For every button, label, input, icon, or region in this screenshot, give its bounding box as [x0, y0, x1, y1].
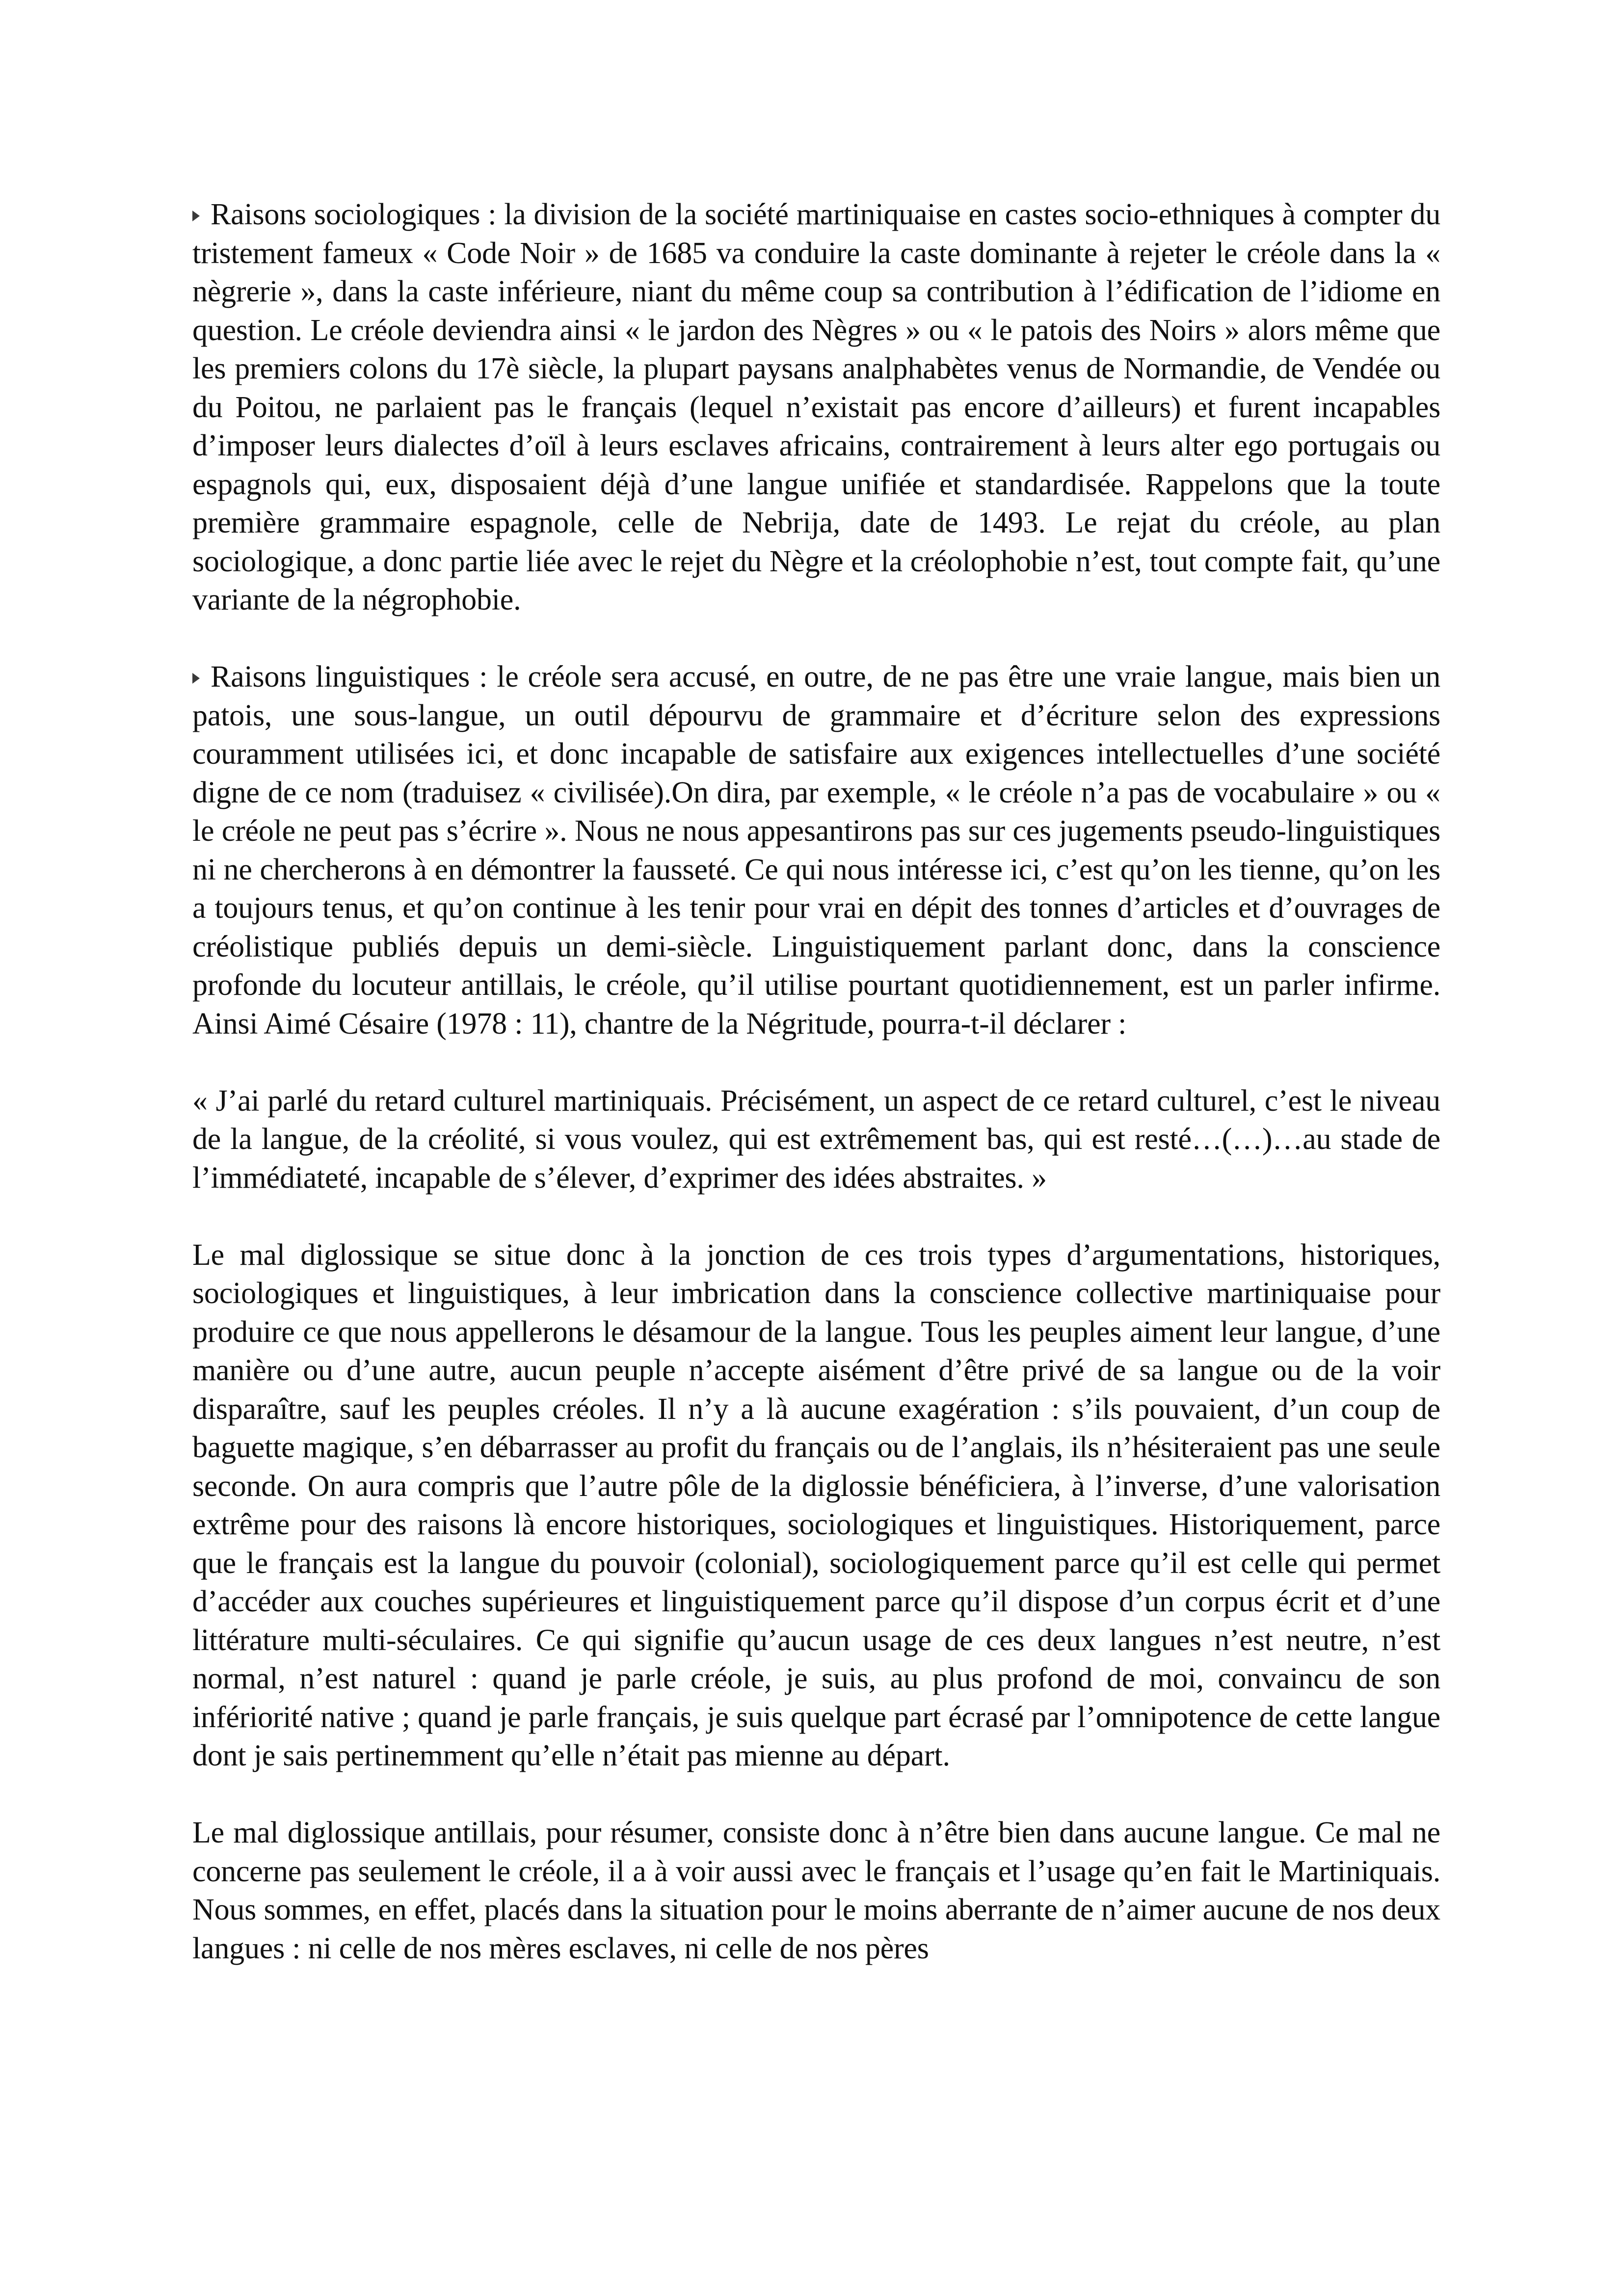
paragraph-text: Raisons sociologiques : la division de la société martiniquaise en castes socio-ethniques à compter du tristement fameux « Code Noir » de 1685 va conduire la caste dominante à rejeter le créole dans la « nègrerie », dans la caste inférieure, niant du même coup sa contribution à l’édification de l’idiome en question. Le créole deviendra ainsi « le jardon des Nègres » ou « le patois des Noirs » alors même que les premiers colons du 17è siècle, la plupart paysans analphabètes venus de Normandie, de Vendée ou du Poitou, ne parlaient pas le français (lequel n’existait pas encore d’ailleurs) et furent incapables d’imposer leurs dialectes d’oïl à leurs esclaves africains, contrairement à leurs alter ego portugais ou espagnols qui, eux, disposaient déjà d’une langue unifiée et standardisée. Rappelons que la toute première grammaire espagnole, celle de Nebrija, date de 1493. Le rejat du créole, au plan sociologique, a donc partie liée avec le rejet du Nègre et la créolophobie n’est, tout compte fait, qu’une variante de la négrophobie.	[192, 198, 1440, 616]
triangle-right-icon	[192, 211, 200, 221]
paragraph-mal-diglossique	[192, 1236, 1440, 1775]
paragraph-text: Le mal diglossique antillais, pour résumer, consiste donc à n’être bien dans aucune langue. Ce mal ne concerne pas seulement le créole, il a à voir aussi avec le français et l’usage qu’en fait le Martiniquais. Nous sommes, en effet, placés dans la situation pour le moins aberrante de n’aimer aucune de nos deux langues : ni celle de nos mères esclaves, ni celle de nos pères	[192, 1816, 1440, 1965]
paragraph-raisons-linguistiques	[192, 658, 1440, 1043]
block-quote-cesaire	[192, 1082, 1440, 1198]
paragraph-text: Le mal diglossique se situe donc à la jonction de ces trois types d’argumentations, historiques, sociologiques et linguistiques, à leur imbrication dans la conscience collective martiniquaise pour produire ce que nous appellerons le désamour de la langue. Tous les peuples aiment leur langue, d’une manière ou d’une autre, aucun peuple n’accepte aisément d’être privé de sa langue ou de la voir disparaître, sauf les peuples créoles. Il n’y a là aucune exagération : s’ils pouvaient, d’un coup de baguette magique, s’en débarrasser au profit du français ou de l’anglais, ils n’hésiteraient pas une seule seconde. On aura compris que l’autre pôle de la diglossie bénéficiera, à l’inverse, d’une valorisation extrême pour des raisons là encore historiques, sociologiques et linguistiques. Historiquement, parce que le français est la langue du pouvoir (colonial), sociologiquement parce qu’il est celle qui permet d’accéder aux couches supérieures et linguistiquement parce qu’il dispose d’un corpus écrit et d’une littérature multi-séculaires. Ce qui signifie qu’aucun usage de ces deux langues n’est neutre, n’est normal, n’est naturel : quand je parle créole, je suis, au plus profond de moi, convaincu de son infériorité native ; quand je parle français, je suis quelque part écrasé par l’omnipotence de cette langue dont je sais pertinemment qu’elle n’était pas mienne au départ.	[192, 1238, 1440, 1772]
paragraph-resume	[192, 1814, 1440, 1968]
triangle-right-icon	[192, 673, 200, 684]
paragraph-raisons-sociologiques	[192, 195, 1440, 619]
quote-text: « J’ai parlé du retard culturel martiniquais. Précisément, un aspect de ce retard culturel, c’est le niveau de la langue, de la créolité, si vous voulez, qui est extrêmement bas, qui est resté…(…)…au stade de l’immédiateté, incapable de s’élever, d’exprimer des idées abstraites. »	[192, 1084, 1440, 1195]
document-page	[192, 195, 1440, 2006]
paragraph-text: Raisons linguistiques : le créole sera accusé, en outre, de ne pas être une vraie langue, mais bien un patois, une sous-langue, un outil dépourvu de grammaire et d’écriture selon des expressions couramment utilisées ici, et donc incapable de satisfaire aux exigences intellectuelles d’une société digne de ce nom (traduisez « civilisée).On dira, par exemple, « le créole n’a pas de vocabulaire » ou « le créole ne peut pas s’écrire ». Nous ne nous appesantirons pas sur ces jugements pseudo-linguistiques ni ne chercherons à en démontrer la fausseté. Ce qui nous intéresse ici, c’est qu’on les tienne, qu’on les a toujours tenus, et qu’on continue à les tenir pour vrai en dépit des tonnes d’articles et d’ouvrages de créolistique publiés depuis un demi-siècle. Linguistiquement parlant donc, dans la conscience profonde du locuteur antillais, le créole, qu’il utilise pourtant quotidiennement, est un parler infirme. Ainsi Aimé Césaire (1978 : 11), chantre de la Négritude, pourra-t-il déclarer :	[192, 660, 1440, 1041]
